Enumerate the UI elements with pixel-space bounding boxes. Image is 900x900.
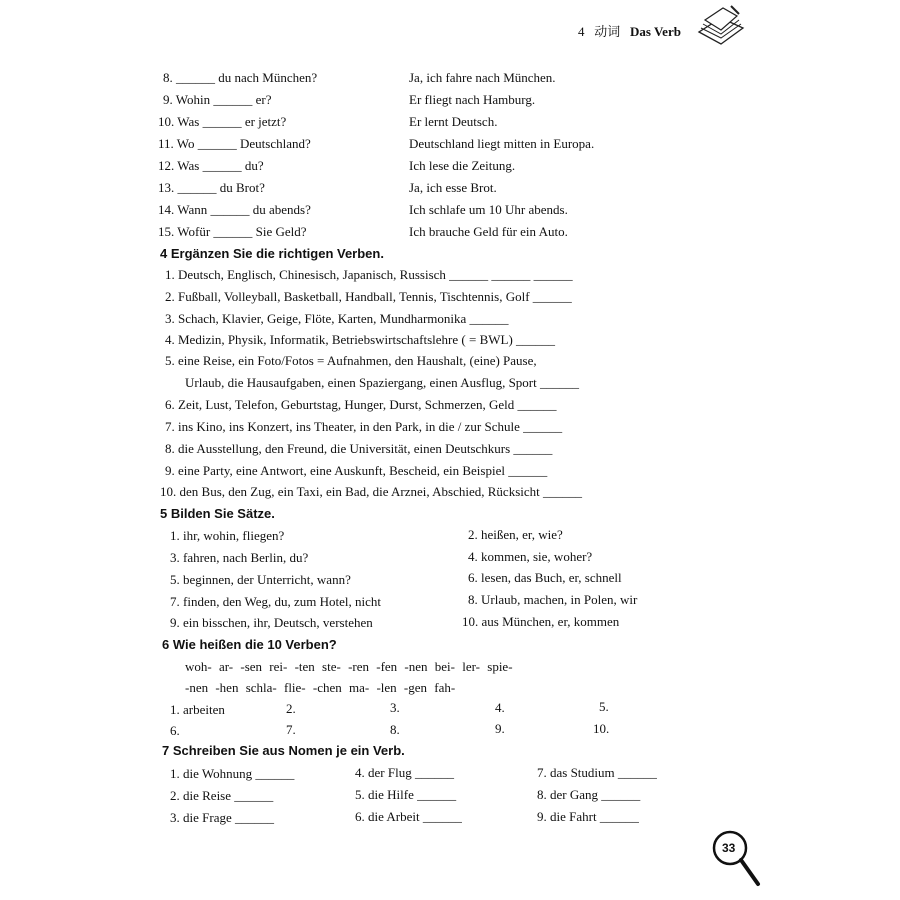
exercise-question: 14. Wann ______ du abends?: [158, 202, 311, 217]
verb-slot: 7.: [286, 722, 296, 737]
exercise-answer: Ja, ich esse Brot.: [409, 180, 497, 195]
section-5-item: 3. fahren, nach Berlin, du?: [170, 550, 309, 565]
section-7-title: 7 Schreiben Sie aus Nomen je ein Verb.: [162, 743, 405, 758]
chapter-chinese-title: 动词: [594, 25, 621, 40]
section-4-item: Urlaub, die Hausaufgaben, einen Spaziergang, einen Ausflug, Sport ______: [185, 375, 579, 390]
page-number: 33: [722, 841, 736, 855]
chapter-title: Das Verb: [630, 24, 681, 39]
section-6-title: 6 Wie heißen die 10 Verben?: [162, 637, 337, 652]
verb-slot: 6.: [170, 723, 180, 738]
section-5-item: 6. lesen, das Buch, er, schnell: [468, 570, 622, 585]
section-7-item: 6. die Arbeit ______: [355, 809, 462, 824]
exercise-question: 10. Was ______ er jetzt?: [158, 114, 287, 129]
section-7-item: 4. der Flug ______: [355, 765, 454, 780]
exercise-answer: Ich schlafe um 10 Uhr abends.: [409, 202, 568, 217]
section-7-item: 2. die Reise ______: [170, 788, 274, 803]
verb-slot: 2.: [286, 701, 296, 716]
section-5-item: 8. Urlaub, machen, in Polen, wir: [468, 592, 638, 607]
section-4-item: 3. Schach, Klavier, Geige, Flöte, Karten, Mundharmonika ______: [165, 311, 509, 326]
exercise-answer: Ich lese die Zeitung.: [409, 158, 516, 173]
verb-slot: 1. arbeiten: [170, 702, 225, 717]
section-4-item: 6. Zeit, Lust, Telefon, Geburtstag, Hunger, Durst, Schmerzen, Geld ______: [165, 397, 557, 412]
section-5-item: 4. kommen, sie, woher?: [468, 549, 593, 564]
exercise-question: 8. ______ du nach München?: [163, 70, 318, 85]
exercise-answer: Ich brauche Geld für ein Auto.: [409, 224, 568, 239]
section-7-item: 3. die Frage ______: [170, 810, 274, 825]
syllable-line: -nen -hen schla- flie- -chen ma- -len -gen fah-: [185, 680, 456, 695]
section-5-title: 5 Bilden Sie Sätze.: [160, 506, 275, 521]
section-4-item: 1. Deutsch, Englisch, Chinesisch, Japanisch, Russisch ______ ______ ______: [165, 267, 573, 282]
exercise-answer: Deutschland liegt mitten in Europa.: [409, 136, 595, 151]
section-4-item: 8. die Ausstellung, den Freund, die Universität, einen Deutschkurs ______: [165, 441, 553, 456]
section-5-item: 5. beginnen, der Unterricht, wann?: [170, 572, 351, 587]
chapter-number: 4: [578, 24, 585, 39]
exercise-answer: Er lernt Deutsch.: [409, 114, 498, 129]
section-4-item: 9. eine Party, eine Antwort, eine Auskunft, Bescheid, ein Beispiel ______: [165, 463, 548, 478]
exercise-question: 15. Wofür ______ Sie Geld?: [158, 224, 307, 239]
exercise-question: 12. Was ______ du?: [158, 158, 264, 173]
verb-slot: 4.: [495, 700, 505, 715]
section-5-item: 2. heißen, er, wie?: [468, 527, 563, 542]
section-5-item: 1. ihr, wohin, fliegen?: [170, 528, 285, 543]
book-icon: [695, 4, 747, 48]
verb-slot: 3.: [390, 700, 400, 715]
section-7-item: 5. die Hilfe ______: [355, 787, 457, 802]
magnifier-icon: [710, 828, 762, 888]
section-5-item: 10. aus München, er, kommen: [462, 614, 620, 629]
section-5-item: 7. finden, den Weg, du, zum Hotel, nicht: [170, 594, 382, 609]
verb-slot: 5.: [599, 699, 609, 714]
syllable-line: woh- ar- -sen rei- -ten ste- -ren -fen -nen bei- ler- spie-: [185, 659, 513, 674]
section-7-item: 7. das Studium ______: [537, 765, 657, 780]
exercise-question: 9. Wohin ______ er?: [163, 92, 272, 107]
section-7-item: 1. die Wohnung ______: [170, 766, 295, 781]
section-4-item: 10. den Bus, den Zug, ein Taxi, ein Bad, die Arznei, Abschied, Rücksicht ______: [160, 484, 583, 499]
verb-slot: 10.: [593, 721, 610, 736]
verb-slot: 8.: [390, 722, 400, 737]
exercise-answer: Er fliegt nach Hamburg.: [409, 92, 536, 107]
section-7-item: 8. der Gang ______: [537, 787, 641, 802]
section-4-title: 4 Ergänzen Sie die richtigen Verben.: [160, 246, 384, 261]
section-5-item: 9. ein bisschen, ihr, Deutsch, verstehen: [170, 615, 373, 630]
section-4-item: 7. ins Kino, ins Konzert, ins Theater, in den Park, in die / zur Schule ______: [165, 419, 563, 434]
exercise-answer: Ja, ich fahre nach München.: [409, 70, 556, 85]
section-7-item: 9. die Fahrt ______: [537, 809, 639, 824]
section-4-item: 4. Medizin, Physik, Informatik, Betriebswirtschaftslehre ( = BWL) ______: [165, 332, 556, 347]
section-4-item: 5. eine Reise, ein Foto/Fotos = Aufnahmen, den Haushalt, (eine) Pause,: [165, 353, 537, 368]
running-header: [578, 24, 681, 40]
exercise-question: 11. Wo ______ Deutschland?: [158, 136, 311, 151]
exercise-question: 13. ______ du Brot?: [158, 180, 265, 195]
verb-slot: 9.: [495, 721, 505, 736]
section-4-item: 2. Fußball, Volleyball, Basketball, Handball, Tennis, Tischtennis, Golf ______: [165, 289, 572, 304]
